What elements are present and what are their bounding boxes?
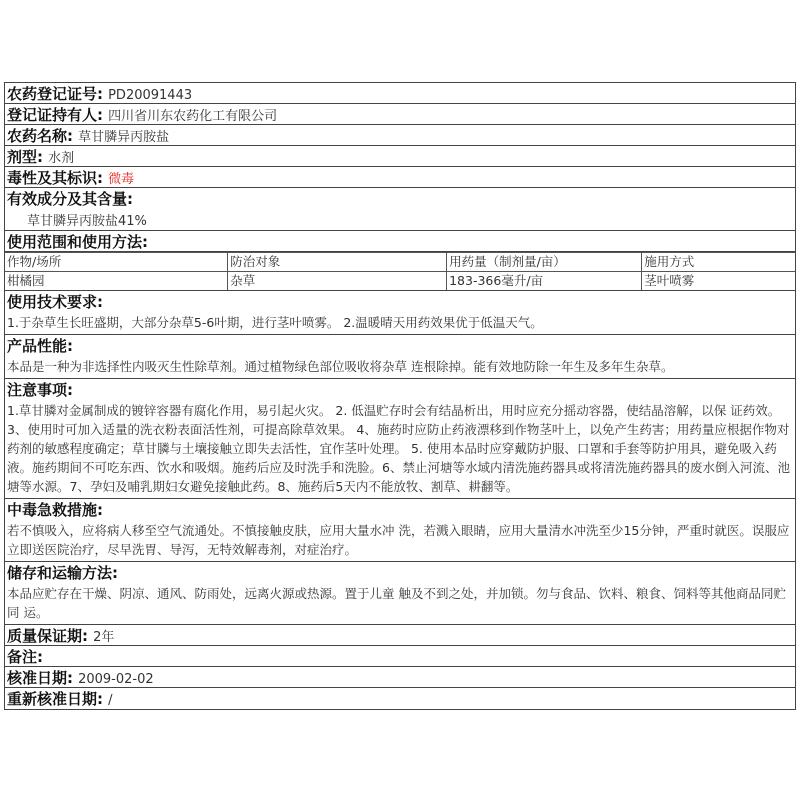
warranty-row [5, 625, 795, 646]
holder-label: 登记证持有人: [7, 106, 103, 124]
name-value: 草甘膦异丙胺盐 [78, 130, 170, 145]
form-label: 剂型: [7, 148, 43, 166]
technique-row [5, 291, 795, 335]
firstaid-label: 中毒急救措施: [7, 501, 103, 519]
performance-label: 产品性能: [7, 337, 73, 355]
reapprove-date-value: / [108, 693, 113, 708]
usage-header-crop: 作物/场所 [5, 253, 228, 272]
approve-date-row [5, 667, 795, 688]
table-row [5, 272, 795, 291]
usage-header-target: 防治对象 [228, 253, 447, 272]
holder-row [5, 104, 795, 125]
name-row [5, 125, 795, 146]
storage-label: 储存和运输方法: [7, 564, 118, 582]
warranty-value: 2年 [93, 630, 115, 645]
usage-table [5, 252, 795, 290]
usage-table-wrap [5, 252, 795, 291]
usage-cell-method: 茎叶喷雾 [642, 272, 795, 291]
performance-row [5, 335, 795, 379]
usage-label-row [5, 231, 795, 252]
usage-cell-dosage: 183-366毫升/亩 [447, 272, 642, 291]
pesticide-registration-document [4, 82, 796, 710]
approve-date-value: 2009-02-02 [78, 672, 154, 687]
usage-header-method: 施用方式 [642, 253, 795, 272]
usage-cell-crop: 柑橘园 [5, 272, 228, 291]
toxicity-label: 毒性及其标识: [7, 169, 103, 187]
toxicity-row [5, 167, 795, 188]
form-value: 水剂 [48, 151, 75, 166]
reg-no-label: 农药登记证号: [7, 85, 103, 103]
usage-cell-target: 杂草 [228, 272, 447, 291]
reg-no-row [5, 83, 795, 104]
approve-date-label: 核准日期: [7, 669, 73, 687]
ingredient-value: 草甘膦异丙胺盐41% [27, 214, 147, 229]
storage-row [5, 562, 795, 625]
remarks-label: 备注: [7, 648, 43, 666]
name-label: 农药名称: [7, 127, 73, 145]
reg-no-value: PD20091443 [108, 88, 193, 103]
ingredient-label: 有效成分及其含量: [7, 190, 133, 208]
usage-table-header [5, 253, 795, 272]
holder-value: 四川省川东农药化工有限公司 [108, 109, 278, 124]
notes-label: 注意事项: [7, 381, 73, 399]
usage-header-dosage: 用药量（制剂量/亩） [447, 253, 642, 272]
storage-text: 本品应贮存在干燥、阴凉、通风、防雨处，远离火源或热源。置于儿童 触及不到之处，并加锁。勿与食品、饮料、粮食、饲料等其他商品同贮同 运。 [7, 586, 786, 620]
warranty-label: 质量保证期: [7, 627, 88, 645]
notes-row [5, 379, 795, 499]
ingredient-row [5, 188, 795, 231]
performance-text: 本品是一种为非选择性内吸灭生性除草剂。通过植物绿色部位吸收将杂草 连根除掉。能有效地防除一年生及多年生杂草。 [7, 359, 674, 374]
firstaid-text: 若不慎吸入，应将病人移至空气流通处。不慎接触皮肤，应用大量水冲 洗，若溅入眼睛，应用大量清水冲洗至少15分钟，严重时就医。误服应立即送医院治疗，尽早洗胃、导泻，无特效解毒剂，对症治疗。 [7, 523, 790, 557]
form-row [5, 146, 795, 167]
firstaid-row [5, 499, 795, 562]
reapprove-date-label: 重新核准日期: [7, 690, 103, 708]
notes-text: 1.草甘膦对金属制成的镀锌容器有腐化作用，易引起火灾。 2. 低温贮存时会有结晶析出，用时应充分摇动容器，使结晶溶解，以保 证药效。 3、使用时可加入适量的洗衣粉表面活性剂，可提高除草效果。 4、施药时应防止药液漂移到作物茎叶上，以免产生药害；用药量应根据作物对药剂的敏感程度确定；草甘膦与土壤接触立即失去活性，宜作茎叶处理。 5. 使用本品时应穿戴防护服、口罩和手套等防护用具，避免吸入药液。施药期间不可吃东西、饮水和吸烟。施药后应及时洗手和洗脸。6、禁止河塘等水域内清洗施药器具或将清洗施药器具的废水倒入河流、池塘等水源。7、孕妇及哺乳期妇女避免接触此药。8、施药后5天内不能放牧、割草、耕翻等。 [7, 403, 790, 494]
usage-label: 使用范围和使用方法: [7, 233, 148, 251]
technique-label: 使用技术要求: [7, 293, 103, 311]
remarks-row [5, 646, 795, 667]
toxicity-value: 微毒 [108, 172, 135, 187]
reapprove-date-row [5, 688, 795, 709]
technique-text: 1.于杂草生长旺盛期，大部分杂草5-6叶期，进行茎叶喷雾。 2.温暖晴天用药效果优于低温天气。 [7, 315, 543, 330]
